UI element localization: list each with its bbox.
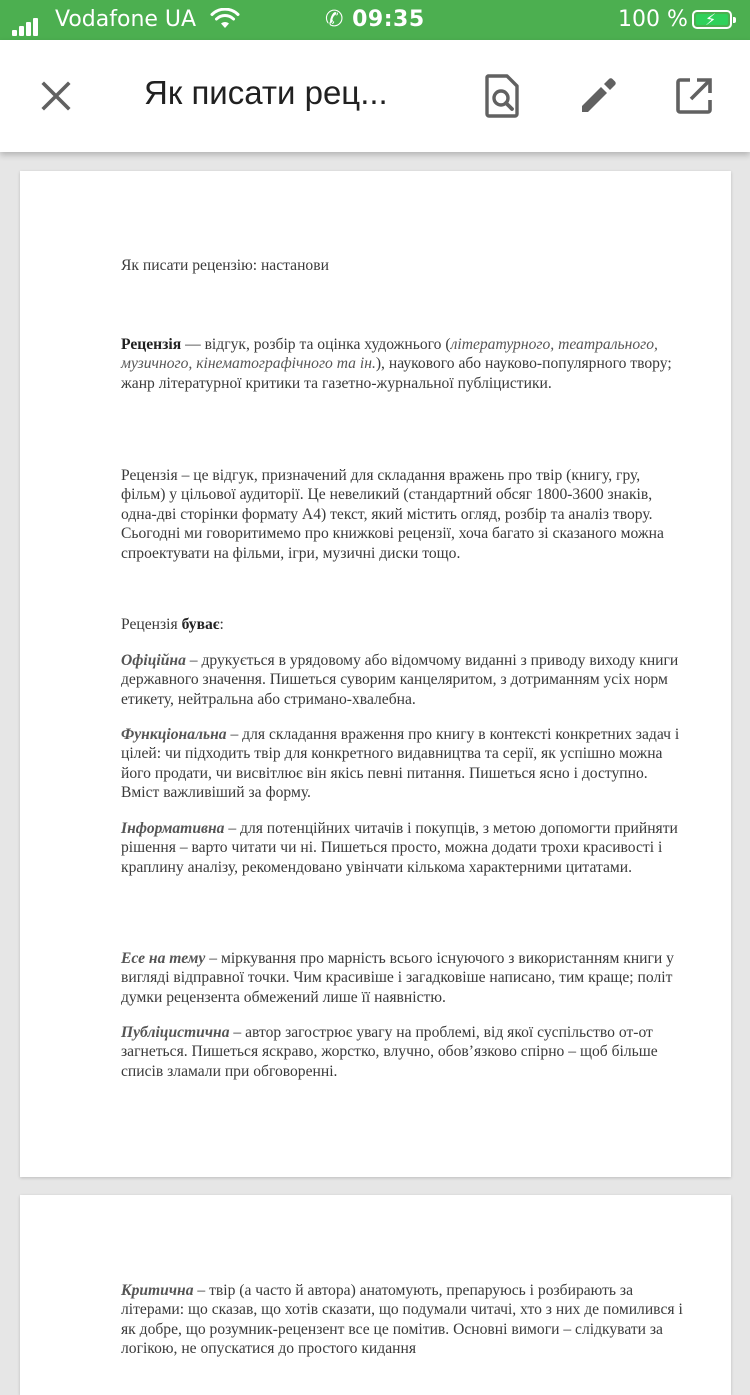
edit-button[interactable] bbox=[570, 68, 626, 124]
doc-heading: Як писати рецензію: настанови bbox=[121, 256, 329, 274]
definition-paragraph: Рецензія — відгук, розбір та оцінка художнього (літературного, театрального, музичного, кінематографічного та ін.), наукового або науково-популярного твору; жанр літературної критики та газетно-журнальної публіцистики. bbox=[121, 335, 672, 392]
type-functional: Функціональна – для складання враження про книгу в контексті конкретних задач і цілей: чи підходить твір для конкретного видавництва та серії, як успішно можна його продати, чи висвітлює він якісь певні питання. Пишеться ясно і доступно. Вміст важливіший за форму. bbox=[121, 725, 680, 802]
intro-paragraph: Рецензія – це відгук, призначений для складання вражень про твір (книгу, гру, фільм) у цільової аудиторії. Це невеликий (стандартний обсяг 1800-3600 знаків, одна-дві сторінки формату А4) текст, який містить огляд, розбір та аналіз твору. Сьогодні ми говоритимемо про книжкові рецензії, хоча багато зі сказаного можна спроектувати на фільми, ігри, музичні диски тощо. bbox=[121, 466, 664, 562]
type-official: Офіційна – друкується в урядовому або відомчому виданні з приводу виходу книги державного значення. Пишеться суворим канцеляритом, з дотриманням усіх норм етикету, нейтральна або стримано-хвалебна. bbox=[121, 651, 679, 708]
document-page-2 bbox=[20, 1195, 731, 1395]
app-toolbar bbox=[0, 40, 750, 152]
type-critical: Критична – твір (а часто й автора) анатомують, препаруюсь і розбирають за літерами: що сказав, що хотів сказати, що подумали читачі, хто з них де помилився і як добре, що розумник-рецензент все це помітив. Основні вимоги – слідкувати за логікою, не опускатися до простого кидання bbox=[121, 1281, 683, 1358]
find-in-page-icon bbox=[484, 74, 520, 118]
carrier-name: Vodafone UA bbox=[55, 7, 197, 32]
type-informative: Інформативна – для потенційних читачів і покупців, з метою допомогти прийняти рішення – варто читати чи ні. Пишеться просто, можна додати трохи красивості і краплину аналізу, рекомендовано увінчати кількома характерними цитатами. bbox=[121, 819, 678, 876]
definition-term: Рецензія bbox=[121, 335, 182, 353]
close-button[interactable] bbox=[28, 68, 84, 124]
open-in-new-button[interactable] bbox=[666, 68, 722, 124]
find-in-page-button[interactable] bbox=[474, 68, 530, 124]
cellular-signal-icon bbox=[12, 11, 40, 36]
document-page-1 bbox=[20, 171, 731, 1177]
edit-pencil-icon bbox=[578, 76, 618, 116]
types-intro: Рецензія буває: bbox=[121, 615, 224, 633]
type-essay: Есе на тему – міркування про марність всього існуючого з використанням книги у вигляді відправної точки. Чим красивіше і загадковіше написано, тим краще; політ думки рецензента обмежений лише її наявністю. bbox=[121, 949, 674, 1006]
wifi-icon bbox=[210, 8, 240, 36]
clock: ✆ 09:35 bbox=[325, 7, 425, 32]
battery-percent: 100 % bbox=[618, 7, 688, 32]
document-title: Як писати рец... bbox=[144, 74, 388, 111]
phone-icon: ✆ bbox=[325, 7, 344, 32]
close-icon bbox=[40, 80, 72, 112]
status-bar bbox=[0, 0, 750, 40]
open-in-new-icon bbox=[675, 77, 713, 115]
battery-icon: ⚡ bbox=[692, 10, 732, 29]
type-publicistic: Публіцистична – автор загострює увагу на проблемі, від якої суспільство от-от загнеться. Пишеться яскраво, жорстко, влучно, обов’язково спірно – щоб більше списів зламали при обговоренні. bbox=[121, 1023, 658, 1080]
